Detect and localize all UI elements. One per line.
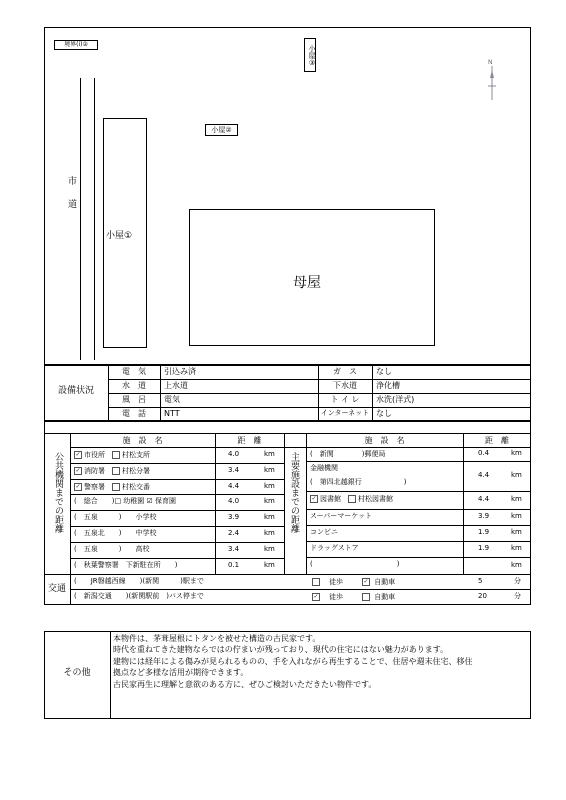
walk-option[interactable] — [312, 593, 343, 601]
public-row-unit: km — [264, 513, 275, 522]
equipment-title: 設備状況 — [57, 386, 94, 396]
walk-label: 徒歩 — [322, 593, 343, 601]
main-row-name: 金融機関 — [310, 464, 338, 472]
equip-label-water: 水 道 — [122, 381, 146, 390]
equip-row-line-1 — [108, 379, 531, 380]
north-label: N — [488, 59, 493, 66]
checkbox-checked-icon[interactable]: ✓ — [313, 593, 319, 600]
public-row-dist: 3.9 — [228, 513, 240, 522]
public-row-unit: km — [264, 497, 275, 506]
main-row-name: ( ) — [310, 560, 400, 568]
checkbox-checked-icon[interactable]: ✓ — [75, 451, 81, 458]
public-row-name: ( 秋葉警察署 下新駐在所 ) — [74, 560, 178, 569]
other-line: 拠点など多様な活用が期待できます。 — [113, 668, 249, 678]
equip-row-line-2 — [108, 393, 531, 394]
public-row-line — [70, 494, 284, 495]
public-row-name: ( 総合 )□ 幼稚園 ☑ 保育園 — [74, 497, 177, 506]
main-row-unit: km — [511, 560, 522, 569]
public-row-name: ( 五泉 ) 高校 — [74, 544, 150, 553]
public-row-dist: 4.4 — [228, 481, 240, 490]
public-row-line — [70, 479, 284, 480]
public-row-name: ( 五泉北 ) 中学校 — [74, 529, 157, 537]
transport-top-line — [44, 574, 531, 575]
main-row-line — [306, 541, 531, 542]
other-line: 時代を重ねてきた建物ならではの佇まいが残っており、現代の住宅にはない魅力があります。 — [113, 645, 449, 655]
equip-value-toilet: 水洗(洋式) — [376, 395, 415, 404]
boundary-label: 境界(i)② — [54, 40, 98, 50]
facilities-top-gap — [44, 433, 531, 434]
checkbox-icon[interactable] — [348, 495, 356, 503]
equip-value-water: 上水道 — [164, 381, 188, 390]
main-row-line — [306, 509, 531, 510]
equip-label-sewer: 下水道 — [333, 381, 357, 390]
main-row-name: ( 新関 )郵便局 — [310, 450, 386, 458]
transport-unit: 分 — [514, 592, 521, 600]
main-row-line — [306, 557, 531, 558]
hut1-label: 小屋① — [106, 231, 133, 241]
main-row-name: スーパーマーケット — [310, 512, 372, 520]
public-row-name — [74, 483, 150, 491]
transport-label: 交通 — [47, 584, 66, 594]
equip-label-bath: 風 呂 — [122, 395, 146, 404]
public-row-dist: 2.4 — [228, 529, 240, 537]
checkbox-icon[interactable] — [362, 593, 370, 601]
main-row-unit: km — [511, 471, 522, 479]
main-side-label: 主要施設までの距離 — [289, 452, 299, 533]
public-row-dist: 3.4 — [228, 544, 240, 553]
public-row-text: 村松支所 — [122, 451, 150, 459]
checkbox-icon[interactable] — [112, 483, 120, 491]
equip-value-bath: 電気 — [164, 395, 180, 404]
public-row-name: ( 五泉 ) 小学校 — [74, 513, 157, 522]
main-row-unit: km — [511, 449, 522, 457]
main-row-name — [310, 495, 393, 503]
checkbox-icon[interactable] — [312, 578, 320, 586]
north-arrow-icon — [484, 60, 500, 104]
equip-label-electric: 電 気 — [122, 367, 146, 376]
road-line-left — [80, 78, 81, 360]
other-text — [113, 633, 529, 690]
main-row-name: ドラッグストア — [310, 544, 359, 552]
public-row-unit: km — [264, 529, 275, 537]
car-option[interactable] — [362, 593, 395, 601]
car-option[interactable] — [362, 578, 395, 586]
main-row-line — [306, 461, 531, 462]
main-row-text: 図書館 — [320, 495, 348, 503]
main-row-dist: 4.4 — [478, 471, 490, 479]
public-row-text: 村松交番 — [122, 482, 150, 491]
main-side-divider — [306, 433, 307, 574]
road-line-right — [94, 78, 95, 360]
walk-option[interactable] — [312, 578, 343, 586]
road-label: 市道 — [66, 176, 76, 222]
public-row-text: 消防署 — [84, 466, 112, 475]
hut2-label: 小屋② — [205, 124, 238, 136]
main-row-line — [306, 525, 531, 526]
checkbox-checked-icon[interactable]: ✓ — [363, 578, 369, 585]
equip-label-phone: 電 話 — [122, 409, 146, 418]
public-side-label: 公共機関までの距離 — [53, 452, 63, 533]
transport-unit: 分 — [514, 577, 521, 585]
equip-value-phone: NTT — [164, 409, 180, 418]
main-row-unit: km — [511, 544, 522, 552]
checkbox-icon[interactable] — [112, 451, 120, 459]
public-row-dist: 3.4 — [228, 465, 240, 474]
equip-label-internet: インターネット — [320, 409, 370, 417]
checkbox-checked-icon[interactable]: ✓ — [75, 482, 81, 490]
public-row-unit: km — [264, 560, 275, 569]
equip-value-gas: なし — [376, 367, 392, 376]
public-dist-divider — [215, 433, 216, 574]
transport-mid-line — [70, 589, 531, 590]
fac-header-line — [70, 447, 531, 448]
public-col-dist: 距 離 — [237, 436, 262, 445]
main-col-dist: 距 離 — [485, 436, 509, 445]
main-row-dist: 0.4 — [478, 449, 490, 457]
main-row-dist: 4.4 — [478, 495, 490, 503]
main-row-name-sub: ( 第四北越銀行 ) — [310, 478, 407, 486]
equip-row-line-3 — [108, 407, 531, 408]
transport-minutes: 5 — [478, 577, 483, 585]
public-row-dist: 4.0 — [228, 497, 240, 506]
transport-line: ( JR磐越西線 )(新関 )駅まで — [74, 577, 204, 585]
transport-line: ( 新潟交通 )(新関駅前 )バス停まで — [74, 592, 204, 600]
public-row-name — [74, 467, 150, 475]
main-col-name: 施 設 名 — [364, 436, 405, 445]
public-row-line — [70, 463, 284, 464]
public-row-line — [70, 558, 284, 559]
public-end-divider — [284, 433, 285, 574]
public-row-line — [70, 510, 284, 511]
checkbox-icon[interactable] — [112, 467, 120, 475]
equip-label-toilet: ト イ レ — [330, 395, 360, 404]
main-row-unit: km — [511, 512, 522, 520]
public-row-unit: km — [264, 544, 275, 553]
transport-minutes: 20 — [478, 592, 487, 600]
walk-label: 徒歩 — [322, 578, 343, 586]
public-row-unit: km — [264, 465, 275, 474]
main-row-dist: 3.9 — [478, 512, 490, 520]
other-line: 古民家再生に理解と意欲のある方に、ぜひご検討いただきたい物件です。 — [113, 679, 377, 689]
public-row-line — [70, 542, 284, 543]
other-label: その他 — [63, 668, 91, 678]
equip-label-gas: ガ ス — [333, 367, 357, 376]
main-row-line — [306, 491, 531, 492]
main-row-unit: km — [511, 528, 522, 536]
public-row-name — [74, 451, 150, 459]
equip-value-sewer: 浄化槽 — [376, 381, 400, 390]
other-line: 本物件は、茅葺屋根にトタンを被せた構造の古民家です。 — [113, 634, 321, 643]
main-row-name: コンビニ — [310, 528, 338, 536]
other-line: 建物には経年による傷みが見られるものの、手を入れながら再生することで、住居や週末住宅、移住 — [113, 656, 473, 666]
public-row-text: 警察署 — [84, 482, 112, 491]
public-row-text: 村松分署 — [122, 466, 150, 475]
main-row-dist: 1.9 — [478, 544, 490, 552]
car-label: 自動車 — [372, 578, 396, 586]
main-house-label: 母屋 — [293, 275, 321, 291]
public-side-divider — [70, 433, 71, 574]
public-row-unit: km — [264, 450, 275, 458]
public-row-line — [70, 526, 284, 527]
checkbox-checked-icon[interactable]: ✓ — [311, 495, 317, 502]
hut3-label: 小屋③ — [304, 38, 316, 72]
public-row-text: 市役所 — [84, 451, 112, 459]
checkbox-checked-icon[interactable]: ✓ — [75, 466, 81, 474]
public-col-name: 施 設 名 — [122, 436, 163, 445]
main-row-dist: 1.9 — [478, 528, 490, 536]
main-row-text: 村松図書館 — [358, 495, 393, 503]
public-row-dist: 4.0 — [228, 450, 240, 458]
main-dist-divider — [463, 433, 464, 574]
equip-value-electric: 引込み済 — [164, 367, 196, 376]
equip-value-internet: なし — [376, 409, 392, 418]
public-row-dist: 0.1 — [228, 560, 240, 569]
car-label: 自動車 — [372, 593, 396, 601]
main-row-unit: km — [511, 495, 522, 503]
public-row-unit: km — [264, 481, 275, 490]
other-divider — [110, 631, 111, 719]
